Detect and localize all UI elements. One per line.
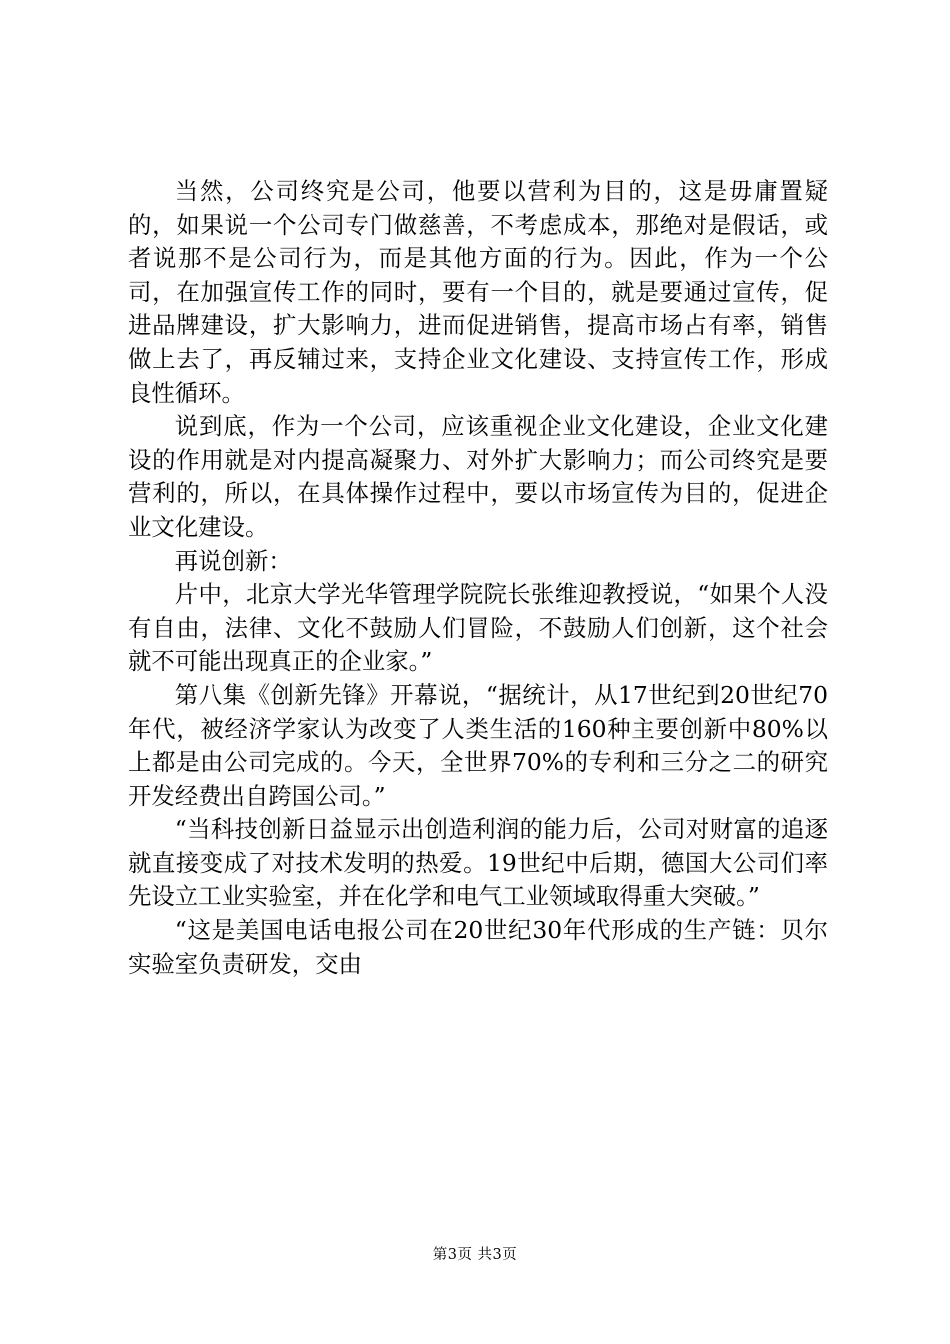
page-footer: 第3页 共3页 xyxy=(432,1247,518,1263)
paragraph-quote-zhang: 片中，北京大学光华管理学院院长张维迎教授说，“如果个人没有自由，法律、文化不鼓励人们冒险，不鼓励人们创新，这个社会就不可能出现真正的企业家。” xyxy=(128,580,828,676)
paragraph-conclusion: 说到底，作为一个公司，应该重视企业文化建设，企业文化建设的作用就是对内提高凝聚力、对外扩大影响力；而公司终究是要营利的，所以，在具体操作过程中，要以市场宣传为目的，促进企业文化建设。 xyxy=(128,412,828,541)
paragraph-tech-innovation: “当科技创新日益显示出创造利润的能力后，公司对财富的追逐就直接变成了对技术发明的热爱。19世纪中后期，德国大公司们率先设立工业实验室，并在化学和电气工业领域取得重大突破。” xyxy=(128,815,828,911)
paragraph-innovation-heading: 再说创新： xyxy=(174,546,292,575)
paragraph-att-chain: “这是美国电话电报公司在20世纪30年代形成的生产链：贝尔实验室负责研发，交由 xyxy=(128,916,828,978)
paragraph-episode-eight: 第八集《创新先锋》开幕说，“据统计，从17世纪到20世纪70年代，被经济学家认为改变了人类生活的160种主要创新中80%以上都是由公司完成的。今天，全世界70%的专利和三分之二的研究开发经费出自跨国公司。” xyxy=(128,680,828,810)
paragraph-profit: 当然，公司终究是公司，他要以营利为目的，这是毋庸置疑的，如果说一个公司专门做慈善，不考虑成本，那绝对是假话，或者说那不是公司行为，而是其他方面的行为。因此，作为一个公司，在加强宣传工作的同时，要有一个目的，就是要通过宣传，促进品牌建设，扩大影响力，进而促进销售，提高市场占有率，销售做上去了，再反辅过来，支持企业文化建设、支持宣传工作，形成良性循环。 xyxy=(128,177,828,407)
body-text xyxy=(128,175,828,981)
